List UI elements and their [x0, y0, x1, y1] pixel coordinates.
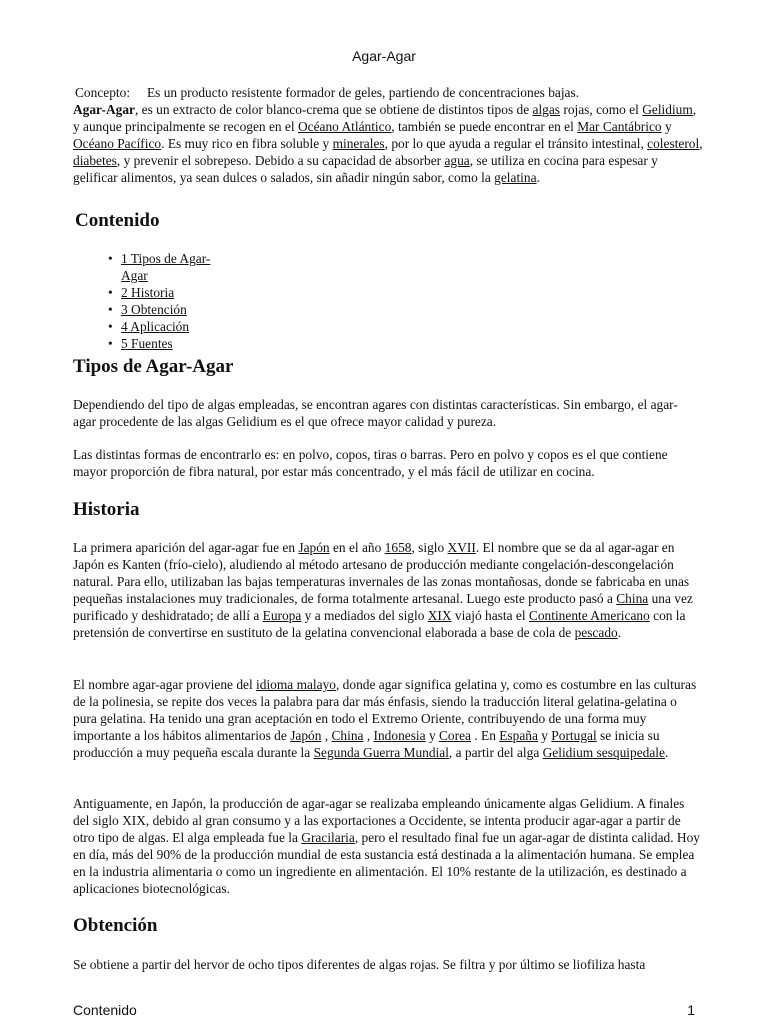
text: rojas, como el — [560, 102, 643, 117]
text: con la pretensión de convertirse en sustituto de la gelatina convencional elaborada a base de cola de — [73, 608, 686, 640]
text: . En — [470, 728, 500, 743]
toc-link-tipos[interactable]: 1 Tipos de Agar-Agar — [121, 251, 211, 283]
toc-link-obtencion[interactable]: 3 Obtención — [121, 302, 187, 317]
link-gelatina[interactable]: gelatina — [494, 170, 537, 185]
toc-link-aplicacion[interactable]: 4 Aplicación — [121, 319, 190, 334]
text: . — [617, 625, 622, 640]
text: una vez purificado y deshidratado; de allí a — [73, 591, 693, 623]
link-espana[interactable]: España — [499, 728, 538, 743]
link-corea[interactable]: Corea — [438, 728, 471, 743]
link-indonesia[interactable]: Indonesia — [373, 728, 426, 743]
footer-section-label: Contenido — [73, 1002, 137, 1018]
link-colesterol[interactable]: colesterol — [647, 136, 700, 151]
section-heading-historia: Historia — [73, 499, 140, 520]
bullet: • — [108, 319, 113, 334]
text: , se utiliza en cocina para espesar y gelificar alimentos, ya sean dulces o salados, sin añadir ningún sabor, como la — [73, 153, 658, 185]
link-segunda-guerra-mundial[interactable]: Segunda Guerra Mundial — [313, 745, 449, 760]
link-1658[interactable]: 1658 — [384, 540, 412, 555]
link-japon[interactable]: Japón — [298, 540, 330, 555]
concept-label: Concepto: — [75, 85, 131, 100]
toc-link-historia[interactable]: 2 Historia — [121, 285, 175, 300]
obtencion-paragraph-1: Se obtiene a partir del hervor de ocho tipos diferentes de algas rojas. Se filtra y por último se liofiliza hasta — [73, 957, 646, 972]
section-heading-obtencion: Obtención — [73, 915, 158, 936]
link-diabetes[interactable]: diabetes — [73, 153, 117, 168]
bold-term: Agar-Agar — [73, 102, 135, 117]
text: Antiguamente, en Japón, la producción de agar-agar se realizaba empleando únicamente algas Gelidium. A finales del siglo XIX, debido al gran consumo y a las exportaciones a Occidente, se intenta producir agar-agar a partir de otro tipo de algas. El alga empleada fue la — [73, 796, 685, 845]
historia-paragraph-2 — [73, 676, 703, 761]
footer-page-number: 1 — [687, 1002, 695, 1018]
link-algas[interactable]: algas — [532, 102, 561, 117]
table-of-contents — [108, 250, 218, 352]
link-europa[interactable]: Europa — [262, 608, 302, 623]
text: , y aunque principalmente se recogen en el — [73, 102, 697, 134]
text: , — [321, 728, 332, 743]
link-oceano-atlantico[interactable]: Océano Atlántico — [297, 119, 392, 134]
link-agua[interactable]: agua — [444, 153, 470, 168]
concept-text: Es un producto resistente formador de geles, partiendo de concentraciones bajas. — [147, 85, 580, 100]
toc-item — [108, 250, 218, 284]
text: El nombre agar-agar proviene del — [73, 677, 257, 692]
historia-paragraph-1 — [73, 539, 703, 641]
text: La primera aparición del agar-agar fue en — [73, 540, 299, 555]
tipos-paragraph-2: Las distintas formas de encontrarlo es: en polvo, copos, tiras o barras. Pero en polvo y copos es el que contiene mayor proporción de fibra natural, por estar más concentrado, y el más fácil de utilizar en cocina. — [73, 447, 668, 479]
link-oceano-pacifico[interactable]: Océano Pacífico — [73, 136, 162, 151]
toc-heading: Contenido — [75, 210, 160, 231]
toc-item — [108, 301, 218, 318]
toc-item — [108, 284, 218, 301]
text: , también se puede encontrar en el — [391, 119, 578, 134]
link-gelidium-sesquipedale[interactable]: Gelidium sesquipedale — [542, 745, 665, 760]
link-xvii[interactable]: XVII — [447, 540, 476, 555]
bullet: • — [108, 336, 113, 351]
text: , — [699, 136, 703, 151]
text: , a partir del alga — [448, 745, 543, 760]
section-heading-tipos: Tipos de Agar-Agar — [73, 356, 234, 377]
text: , y prevenir el sobrepeso. Debido a su capacidad de absorber — [116, 153, 445, 168]
page-title: Agar-Agar — [352, 48, 416, 64]
text: , donde agar significa gelatina y, como es costumbre en las culturas de la polinesia, se repite dos veces la palabra para dar más énfasis, siendo la traducción literal gelatina-gelatina o pura gelatina. Ha tenido una gran aceptación en todo el Extremo Oriente, contribuyendo de una forma muy importante a los hábitos alimentarios de — [73, 677, 697, 743]
bullet: • — [108, 285, 113, 300]
link-japon-2[interactable]: Japón — [290, 728, 322, 743]
text: . — [664, 745, 669, 760]
text: . Es muy rico en fibra soluble y — [161, 136, 333, 151]
historia-paragraph-3 — [73, 795, 703, 897]
toc-item — [108, 318, 218, 335]
link-pescado[interactable]: pescado — [574, 625, 618, 640]
text: , siglo — [411, 540, 448, 555]
tipos-paragraph-1: Dependiendo del tipo de algas empleadas, se encontran agares con distintas características. Sin embargo, el agar-agar procedente de las algas Gelidium es el que ofrece mayor calidad y pureza. — [73, 397, 678, 429]
link-xix[interactable]: XIX — [427, 608, 452, 623]
text: . — [536, 170, 540, 185]
link-china-2[interactable]: China — [331, 728, 364, 743]
link-idioma-malayo[interactable]: idioma malayo — [256, 677, 336, 692]
text: , por lo que ayuda a regular el tránsito intestinal, — [384, 136, 648, 151]
text: , es un extracto de color blanco-crema que se obtiene de distintos tipos de — [134, 102, 533, 117]
text: viajó hasta el — [451, 608, 529, 623]
bullet: • — [108, 302, 113, 317]
link-gelidium[interactable]: Gelidium — [642, 102, 693, 117]
link-portugal[interactable]: Portugal — [551, 728, 597, 743]
text: en el año — [329, 540, 385, 555]
text: y a mediados del siglo — [301, 608, 428, 623]
link-continente-americano[interactable]: Continente Americano — [528, 608, 650, 623]
text: . El nombre que se da al agar-agar en Japón es Kanten (frío-cielo), aludiendo al método artesano de producción mediante congelación-descongelación natural. Para ello, utilizaban las bajas temperaturas invernales de las zonas montañosas, donde se fabricaba en unas pequeñas instalaciones muy tradicionales, de forma totalmente artesanal. Luego este producto pasó a — [73, 540, 690, 606]
link-gracilaria[interactable]: Gracilaria — [301, 830, 355, 845]
text: y — [425, 728, 439, 743]
intro-paragraph — [73, 84, 703, 186]
link-mar-cantabrico[interactable]: Mar Cantábrico — [577, 119, 662, 134]
text: , pero el resultado final fue un agar-agar de distinta calidad. Hoy en día, más del 90% de la producción mundial de esta sustancia está destinada a la alimentación humana. Se emplea en la industria alimentaria o como un ingrediente en alimentación. El 10% restante de la utilización, es destinado a aplicaciones biotecnológicas. — [73, 830, 700, 896]
link-china[interactable]: China — [616, 591, 649, 606]
link-minerales[interactable]: minerales — [332, 136, 385, 151]
text: , — [363, 728, 374, 743]
text: se inicia su producción a muy pequeña escala durante la — [73, 728, 660, 760]
text: y — [537, 728, 552, 743]
text: y — [661, 119, 672, 134]
toc-link-fuentes[interactable]: 5 Fuentes — [121, 336, 173, 351]
bullet: • — [108, 251, 113, 266]
toc-item — [108, 335, 218, 352]
